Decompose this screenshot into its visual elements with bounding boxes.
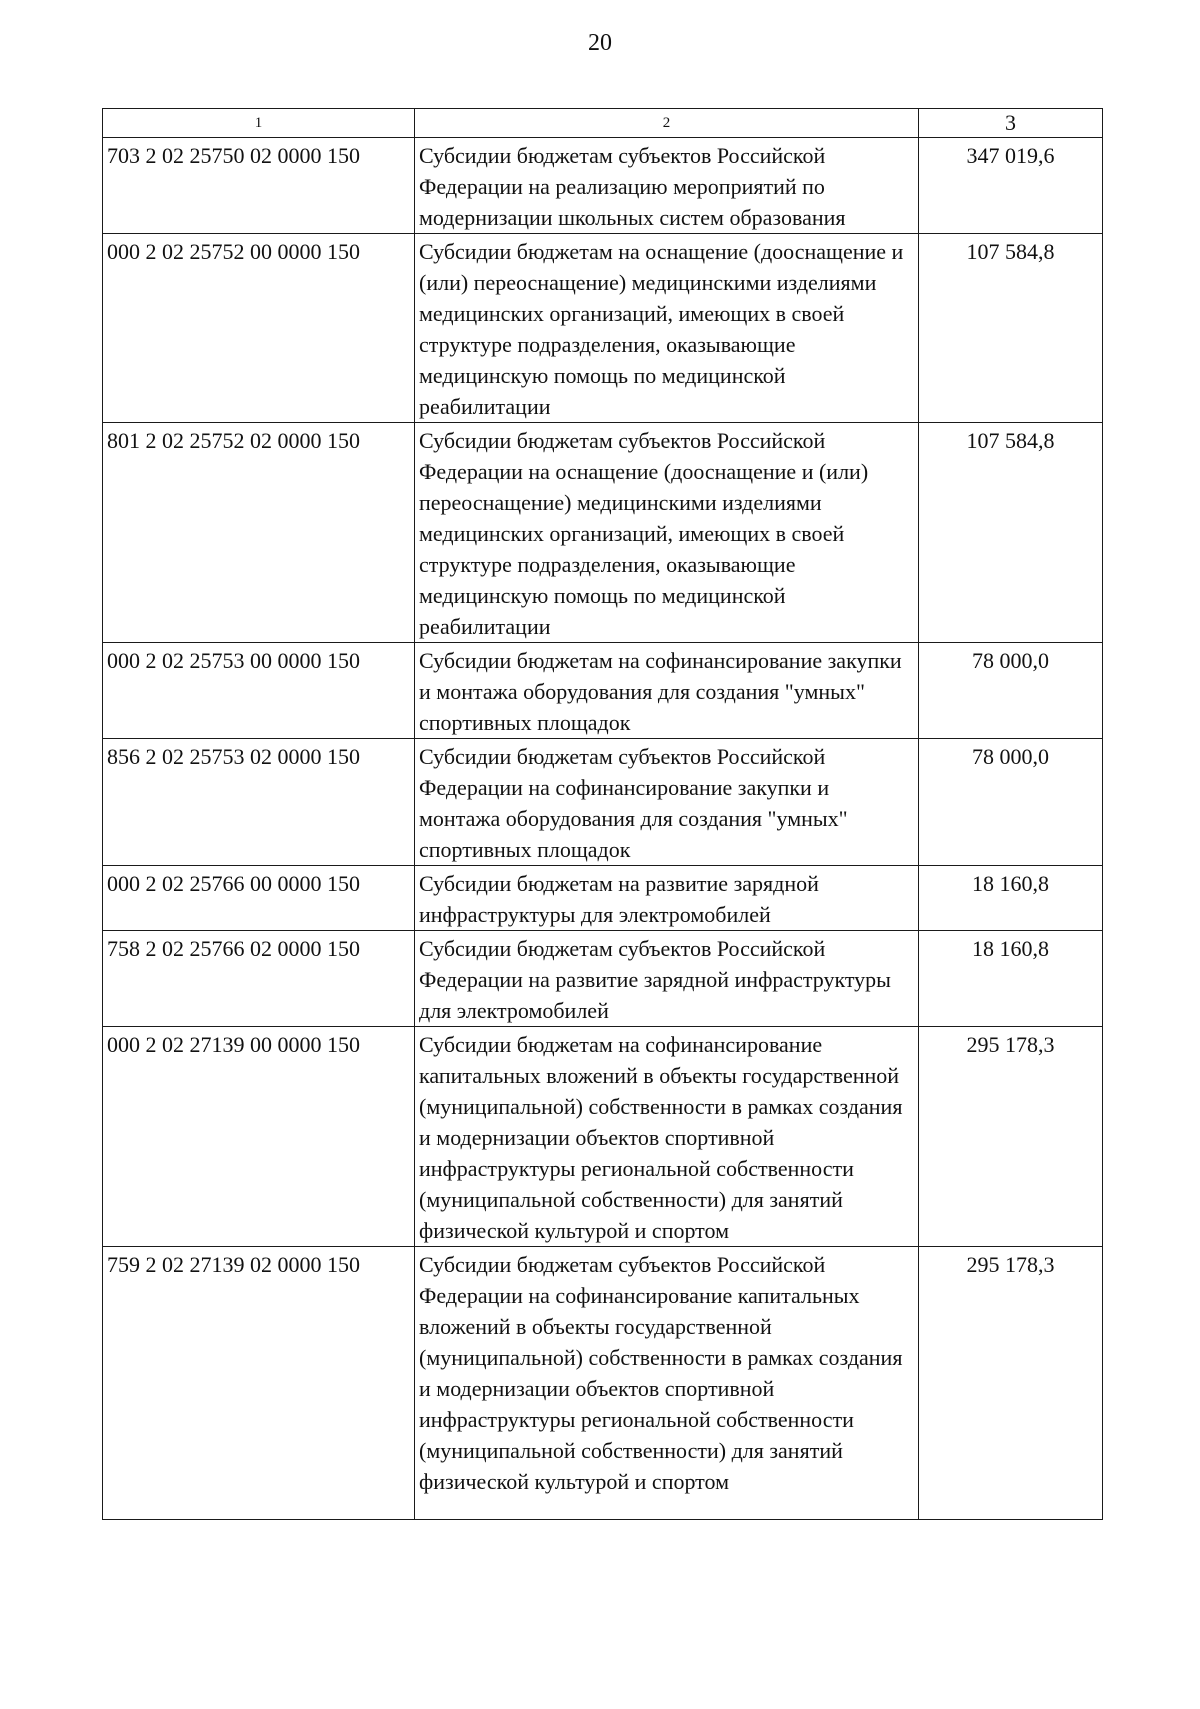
income-description: Субсидии бюджетам на развитие зарядной инфраструктуры для электромобилей bbox=[415, 866, 919, 931]
income-description: Субсидии бюджетам субъектов Российской Федерации на развитие зарядной инфраструктуры для электромобилей bbox=[415, 931, 919, 1027]
page-number: 20 bbox=[588, 30, 612, 56]
amount-value: 107 584,8 bbox=[919, 234, 1103, 423]
income-description: Субсидии бюджетам субъектов Российской Федерации на софинансирование закупки и монтажа оборудования для создания "умных" спортивных площадок bbox=[415, 739, 919, 866]
table-row bbox=[103, 643, 1103, 739]
amount-value: 295 178,3 bbox=[919, 1027, 1103, 1247]
table-row bbox=[103, 138, 1103, 234]
income-description: Субсидии бюджетам субъектов Российской Федерации на оснащение (дооснащение и (или) переоснащение) медицинскими изделиями медицинских организаций, имеющих в своей структуре подразделения, оказывающие медицинскую помощь по медицинской реабилитации bbox=[415, 423, 919, 643]
table-body bbox=[103, 138, 1103, 1520]
budget-table bbox=[102, 108, 1103, 1520]
amount-value: 78 000,0 bbox=[919, 739, 1103, 866]
classification-code: 000 2 02 25752 00 0000 150 bbox=[103, 234, 415, 423]
amount-value: 78 000,0 bbox=[919, 643, 1103, 739]
classification-code: 000 2 02 25753 00 0000 150 bbox=[103, 643, 415, 739]
classification-code: 759 2 02 27139 02 0000 150 bbox=[103, 1247, 415, 1520]
amount-value: 18 160,8 bbox=[919, 931, 1103, 1027]
classification-code: 703 2 02 25750 02 0000 150 bbox=[103, 138, 415, 234]
column-header-2: 2 bbox=[415, 109, 919, 138]
classification-code: 801 2 02 25752 02 0000 150 bbox=[103, 423, 415, 643]
column-header-1: 1 bbox=[103, 109, 415, 138]
table-row bbox=[103, 1247, 1103, 1520]
column-header-3: 3 bbox=[919, 109, 1103, 138]
table-row bbox=[103, 1027, 1103, 1247]
income-description: Субсидии бюджетам на софинансирование капитальных вложений в объекты государственной (муниципальной) собственности в рамках создания и модернизации объектов спортивной инфраструктуры региональной собственности (муниципальной собственности) для занятий физической культурой и спортом bbox=[415, 1027, 919, 1247]
income-description: Субсидии бюджетам на оснащение (дооснащение и (или) переоснащение) медицинскими изделиями медицинских организаций, имеющих в своей структуре подразделения, оказывающие медицинскую помощь по медицинской реабилитации bbox=[415, 234, 919, 423]
amount-value: 295 178,3 bbox=[919, 1247, 1103, 1520]
amount-value: 347 019,6 bbox=[919, 138, 1103, 234]
header-row bbox=[103, 109, 1103, 138]
classification-code: 856 2 02 25753 02 0000 150 bbox=[103, 739, 415, 866]
classification-code: 000 2 02 27139 00 0000 150 bbox=[103, 1027, 415, 1247]
amount-value: 18 160,8 bbox=[919, 866, 1103, 931]
income-description: Субсидии бюджетам субъектов Российской Федерации на софинансирование капитальных вложений в объекты государственной (муниципальной) собственности в рамках создания и модернизации объектов спортивной инфраструктуры региональной собственности (муниципальной собственности) для занятий физической культурой и спортом bbox=[415, 1247, 919, 1520]
income-description: Субсидии бюджетам субъектов Российской Федерации на реализацию мероприятий по модернизации школьных систем образования bbox=[415, 138, 919, 234]
table-row bbox=[103, 234, 1103, 423]
table-row bbox=[103, 866, 1103, 931]
table-row bbox=[103, 931, 1103, 1027]
table-row bbox=[103, 739, 1103, 866]
classification-code: 758 2 02 25766 02 0000 150 bbox=[103, 931, 415, 1027]
table-row bbox=[103, 423, 1103, 643]
amount-value: 107 584,8 bbox=[919, 423, 1103, 643]
income-description: Субсидии бюджетам на софинансирование закупки и монтажа оборудования для создания "умных" спортивных площадок bbox=[415, 643, 919, 739]
classification-code: 000 2 02 25766 00 0000 150 bbox=[103, 866, 415, 931]
table-header bbox=[103, 109, 1103, 138]
